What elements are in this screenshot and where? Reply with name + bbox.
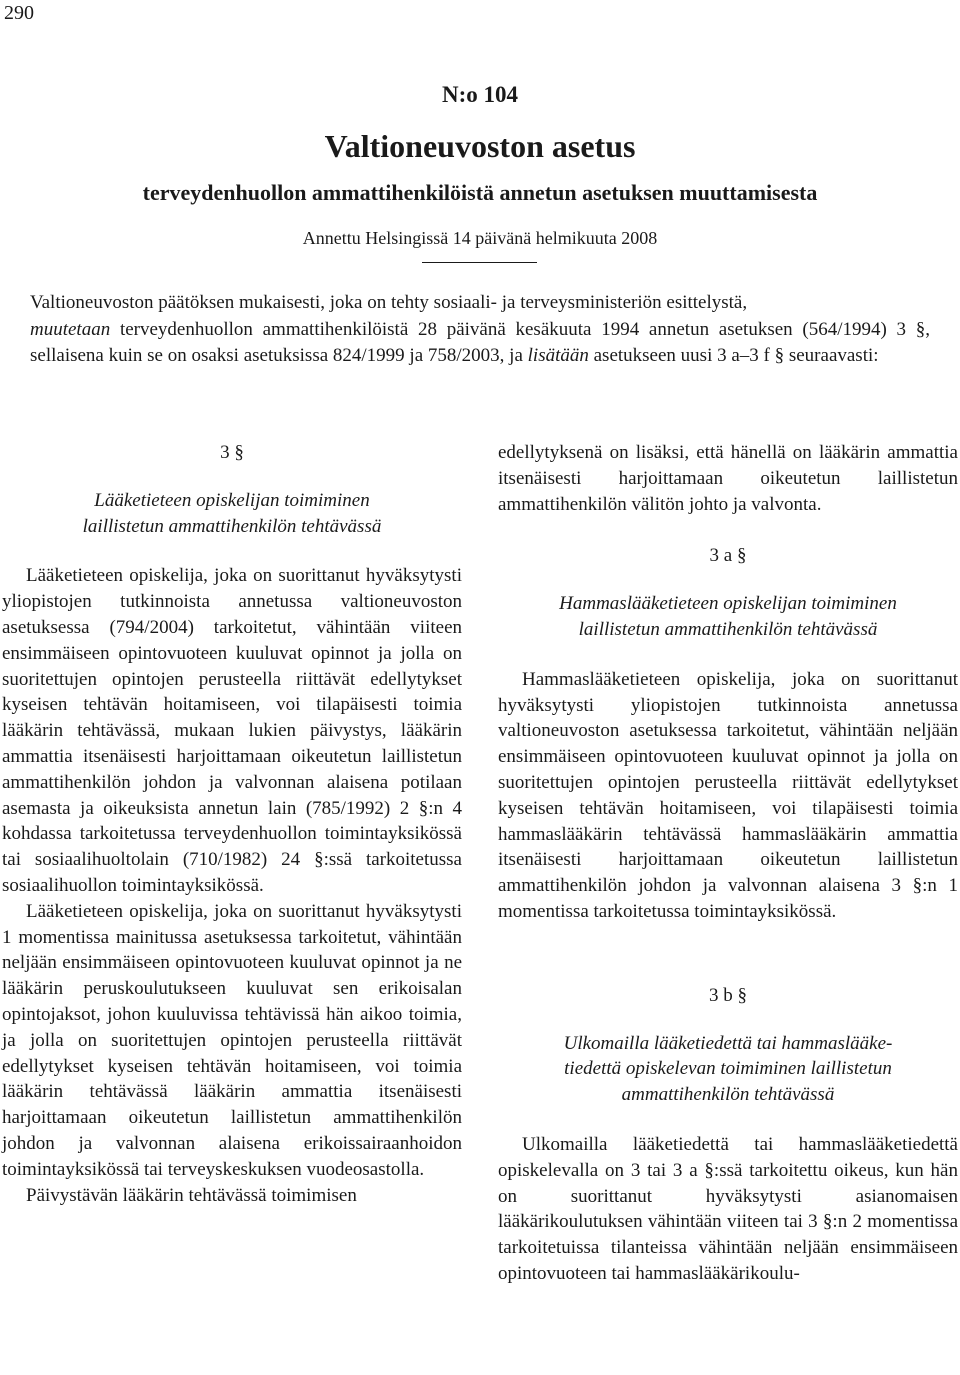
- section-3-paragraph-3-continued: edellytyksenä on lisäksi, että hänellä on lääkärin ammattia itsenäisesti harjoittamaan oikeutetun laillistetun ammattihenkilön välitön johto ja valvonta.: [498, 442, 958, 515]
- italic-amend-word: muutetaan: [30, 318, 111, 340]
- section-3b-heading-line-2: tiedettä opiskelevan toimiminen laillistetun: [564, 1058, 892, 1080]
- section-3a-number: 3 a §: [709, 545, 747, 567]
- statute-number: N:o 104: [441, 82, 519, 107]
- page-subtitle: terveydenhuollon ammattihenkilöistä annetun asetuksen muuttamisesta: [142, 180, 818, 205]
- preamble-text-end: asetukseen uusi 3 a–3 f § seuraavasti:: [588, 345, 879, 366]
- page-number: 290: [4, 2, 34, 24]
- section-3b-paragraph-1: Ulkomailla lääketiedettä tai hammaslääketiedettä opiskelevalla on 3 tai 3 a §:ssä tarkoitettu oikeus, kun hän on suorittanut hyväksytysti asianomaisen lääkärikoulutuksen vähintään viiteen tai 3 §:n 2 momentissa tarkoitetuissa tilanteissa vähintään neljään ensimmäiseen opintovuoteen tai hammaslääkärikoulu-: [498, 1133, 958, 1284]
- section-3b-heading-line-3: ammattihenkilön tehtävässä: [621, 1084, 835, 1106]
- page-title: Valtioneuvoston asetus: [324, 128, 636, 164]
- section-3-heading-line-1: Lääketieteen opiskelijan toimiminen: [94, 489, 370, 511]
- section-3-paragraph-3: Päivystävän lääkärin tehtävässä toimimisen: [26, 1184, 357, 1206]
- section-3b-heading-line-1: Ulkomailla lääketiedettä tai hammaslääke-: [563, 1032, 893, 1054]
- section-3a-paragraph-1: Hammaslääketieteen opiskelija, joka on suorittanut hyväksytysti yliopistojen tutkinnoista annetussa valtioneuvoston asetuksessa tarkoitetut, vähintään neljään ensimmäiseen opintovuoteen kuuluvat opinnot ja jolla on suoritettujen opintojen perusteella riittävät edellytykset kyseisen tehtävän hoitamiseen, voi tilapäisesti toimia hammaslääkärin tehtävässä hammaslääkärin ammattia itsenäisesti harjoittamaan oikeutetun laillistetun ammattihenkilön johdon ja valvonnan alaisena 3 §:n 1 momentissa tarkoitetussa toimintayksikössä.: [498, 668, 958, 922]
- divider: [422, 262, 537, 263]
- section-3a-heading-line-1: Hammaslääketieteen opiskelijan toimiminen: [559, 593, 897, 615]
- section-3-paragraph-2: Lääketieteen opiskelija, joka on suorittanut hyväksytysti 1 momentissa mainitussa asetuksessa tarkoitetut, vähintään neljään ensimmäiseen opintovuoteen kuuluvat opinnot ja ne lääkärin peruskoulutukseen kuuluvat sen erikoisalan opintojaksot, johon kuuluvissa tehtävissä hän aikoo toimia, ja jolla on suoritettujen opintojen perusteella riittävät edellytykset kyseisen tehtävän hoitamiseen, voi toimia lääkärin tehtävässä lääkärin ammattia itsenäisesti harjoittamaan oikeutetun laillistetun ammattihenkilön johdon ja valvonnan alaisena erikoissairaanhoidon toimintayksikössä tai terveyskeskuksen vuodeosastolla.: [2, 900, 462, 1180]
- left-column: [2, 440, 462, 1208]
- preamble-paragraph-1: Valtioneuvoston päätöksen mukaisesti, joka on tehty sosiaali- ja terveysministeriön esittelystä,: [30, 292, 748, 313]
- italic-add-word: lisätään: [527, 345, 589, 366]
- issued-line: Annettu Helsingissä 14 päivänä helmikuuta 2008: [302, 228, 658, 248]
- section-3-paragraph-1: Lääketieteen opiskelija, joka on suorittanut hyväksytysti yliopistojen tutkinnoista annetussa valtioneuvoston asetuksessa (794/2004) tarkoitetut, vähintään viiteen ensimmäiseen opintovuoteen kuuluvat opinnot ja jolla on suoritettujen opintojen perusteella riittävät edellytykset kyseisen tehtävän hoitamiseen, voi tilapäisesti toimia lääkärin tehtävässä, mukaan lukien päivystys, lääkärin ammattia itsenäisesti harjoittamaan oikeutetun laillistetun ammattihenkilön johdon ja valvonnan alaisena potilaan asemasta ja oikeuksista annetun lain (785/1992) 2 §:n 4 kohdassa tarkoitetussa terveydenhuollon toimintayksikössä tai sosiaalihuoltolain (710/1982) 24 §:ssä tarkoitetussa sosiaalihuollon toimintayksikössä.: [2, 565, 462, 896]
- preamble: [30, 290, 930, 370]
- preamble-text: terveydenhuollon ammattihenkilöistä 28 päivänä kesäkuuta 1994 annetun asetuksen (564/1994) 3 §, sellaisena kuin se on osaksi asetuksissa 824/1999 ja 758/2003, ja: [30, 318, 930, 366]
- right-column: [498, 440, 958, 1287]
- section-3b-number: 3 b §: [709, 984, 747, 1006]
- section-3-heading-line-2: laillistetun ammattihenkilön tehtävässä: [82, 515, 382, 537]
- preamble-paragraph-2: [30, 317, 930, 370]
- section-3a-heading-line-2: laillistetun ammattihenkilön tehtävässä: [578, 618, 878, 640]
- section-3-number: 3 §: [220, 442, 244, 463]
